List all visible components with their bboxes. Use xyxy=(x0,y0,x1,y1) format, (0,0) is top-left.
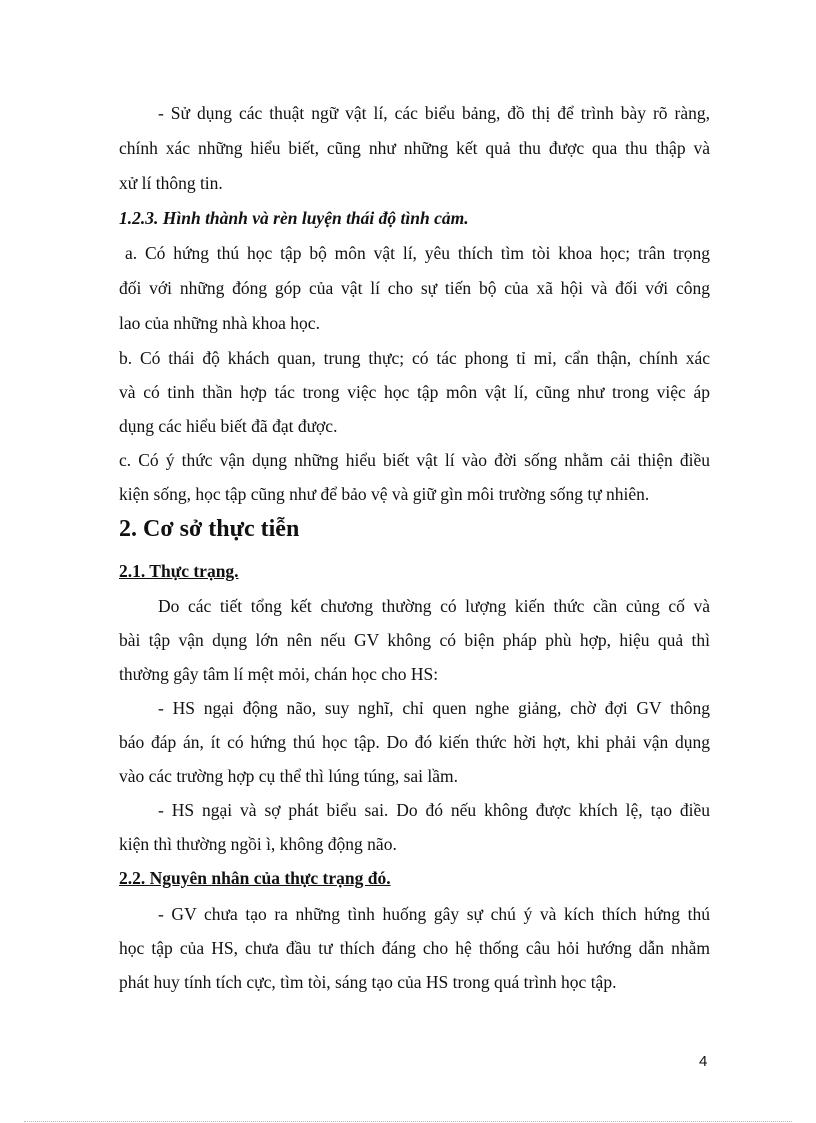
text-line: thường gây tâm lí mệt mỏi, chán học cho HS: xyxy=(119,664,439,684)
text-line: bài tập vận dụng lớn nên nếu GV không có biện pháp phù hợp, hiệu quả thì xyxy=(119,630,710,650)
text-line: a. Có hứng thú học tập bộ môn vật lí, yêu thích tìm tòi khoa học; trân trọng xyxy=(125,243,710,263)
page-number: 4 xyxy=(699,1053,708,1070)
text-line: phát huy tính tích cực, tìm tòi, sáng tạo của HS trong quá trình học tập. xyxy=(119,972,617,992)
text-line: Do các tiết tổng kết chương thường có lượng kiến thức cần củng cố và xyxy=(158,596,710,616)
text-line: đối với những đóng góp của vật lí cho sự tiến bộ của xã hội và đối với công xyxy=(119,278,710,298)
section-heading-2: 2. Cơ sở thực tiễn xyxy=(119,516,300,542)
text-line: lao của những nhà khoa học. xyxy=(119,313,320,333)
section-heading-2-1: 2.1. Thực trạng. xyxy=(119,561,239,581)
text-line: - HS ngại động não, suy nghĩ, chỉ quen nghe giảng, chờ đợi GV thông xyxy=(158,698,710,718)
text-line: xử lí thông tin. xyxy=(119,173,223,193)
text-line: - GV chưa tạo ra những tình huống gây sự chú ý và kích thích hứng thú xyxy=(158,904,710,924)
section-heading-1-2-3: 1.2.3. Hình thành và rèn luyện thái độ tình cảm. xyxy=(119,208,469,228)
text-line: kiện thì thường ngồi ì, không động não. xyxy=(119,834,397,854)
text-line: b. Có thái độ khách quan, trung thực; có tác phong tỉ mỉ, cẩn thận, chính xác xyxy=(119,348,710,368)
text-line: - HS ngại và sợ phát biểu sai. Do đó nếu không được khích lệ, tạo điều xyxy=(158,800,710,820)
text-line: kiện sống, học tập cũng như để bảo vệ và giữ gìn môi trường sống tự nhiên. xyxy=(119,484,650,504)
text-line: báo đáp án, ít có hứng thú học tập. Do đó kiến thức hời hợt, khi phải vận dụng xyxy=(119,732,710,752)
text-line: vào các trường hợp cụ thể thì lúng túng, sai lầm. xyxy=(119,766,459,786)
text-line: học tập của HS, chưa đầu tư thích đáng cho hệ thống câu hỏi hướng dẫn nhằm xyxy=(119,938,710,958)
footer-divider xyxy=(24,1121,792,1122)
text-line: - Sử dụng các thuật ngữ vật lí, các biểu bảng, đồ thị để trình bày rõ ràng, xyxy=(158,103,710,123)
text-line: chính xác những hiểu biết, cũng như những kết quả thu được qua thu thập và xyxy=(119,138,710,158)
text-line: và có tinh thần hợp tác trong việc học tập môn vật lí, cũng như trong việc áp xyxy=(119,382,710,402)
text-line: dụng các hiểu biết đã đạt được. xyxy=(119,416,338,436)
text-line: c. Có ý thức vận dụng những hiểu biết vật lí vào đời sống nhằm cải thiện điều xyxy=(119,450,710,470)
section-heading-2-2: 2.2. Nguyên nhân của thực trạng đó. xyxy=(119,868,391,888)
